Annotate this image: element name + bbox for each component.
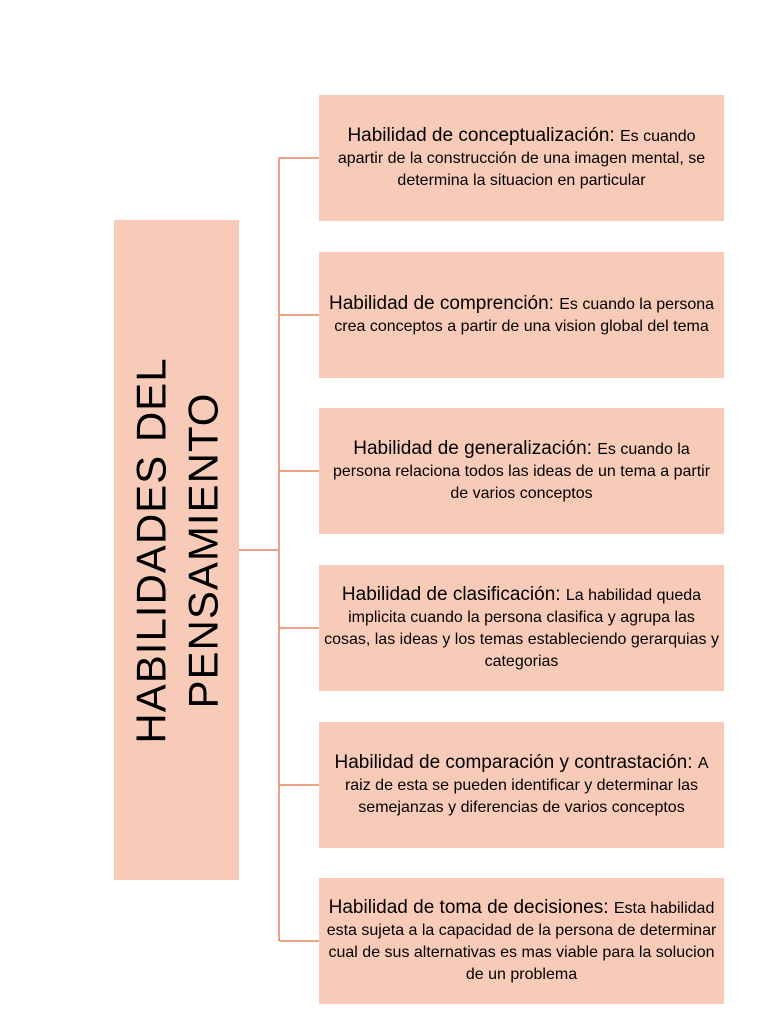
main-topic-title-line-2: PENSAMIENTO <box>178 392 226 708</box>
skill-description: Es cuando apartir de la construcción de una imagen mental, se determina la situacion en particular <box>337 127 706 189</box>
skill-title: Habilidad de comparación y contrastación: <box>334 751 698 773</box>
skill-text <box>323 438 720 505</box>
skill-title: Habilidad de comprención: <box>328 292 560 314</box>
skill-text <box>323 752 720 819</box>
main-topic-title-line-1: HABILIDADES DEL <box>126 356 174 744</box>
skill-box-toma-de-decisiones <box>319 878 724 1004</box>
skill-text <box>323 125 720 192</box>
skill-title: Habilidad de toma de decisiones: <box>328 896 614 918</box>
skill-box-comprencion <box>319 252 724 378</box>
skill-description: A raiz de esta se pueden identificar y determinar las semejanzas y diferencias de varios conceptos <box>344 754 709 816</box>
skill-text <box>323 584 720 673</box>
skill-text <box>323 897 720 986</box>
skill-description: Esta habilidad esta sujeta a la capacidad de la persona de determinar cual de sus alternativas es mas viable para la solucion de un problema <box>326 899 717 983</box>
skill-box-generalizacion <box>319 408 724 534</box>
skill-box-comparacion-contrastacion <box>319 722 724 848</box>
main-topic-box <box>114 220 239 880</box>
skill-description: Es cuando la persona relaciona todos las ideas de un tema a partir de varios conceptos <box>332 440 711 502</box>
skill-title: Habilidad de generalización: <box>353 437 598 459</box>
skill-text <box>323 293 720 338</box>
skill-title: Habilidad de conceptualización: <box>347 124 620 146</box>
skill-box-clasificacion <box>319 565 724 691</box>
skill-description: La habilidad queda implicita cuando la persona clasifica y agrupa las cosas, las ideas y los temas estableciendo gerarquias y categorias <box>324 586 719 670</box>
main-topic-title <box>125 357 229 743</box>
skill-title: Habilidad de clasificación: <box>341 583 566 605</box>
main-topic-title-wrap <box>114 220 239 880</box>
skill-box-conceptualizacion <box>319 95 724 221</box>
skill-description: Es cuando la persona crea conceptos a partir de una vision global del tema <box>334 295 715 335</box>
